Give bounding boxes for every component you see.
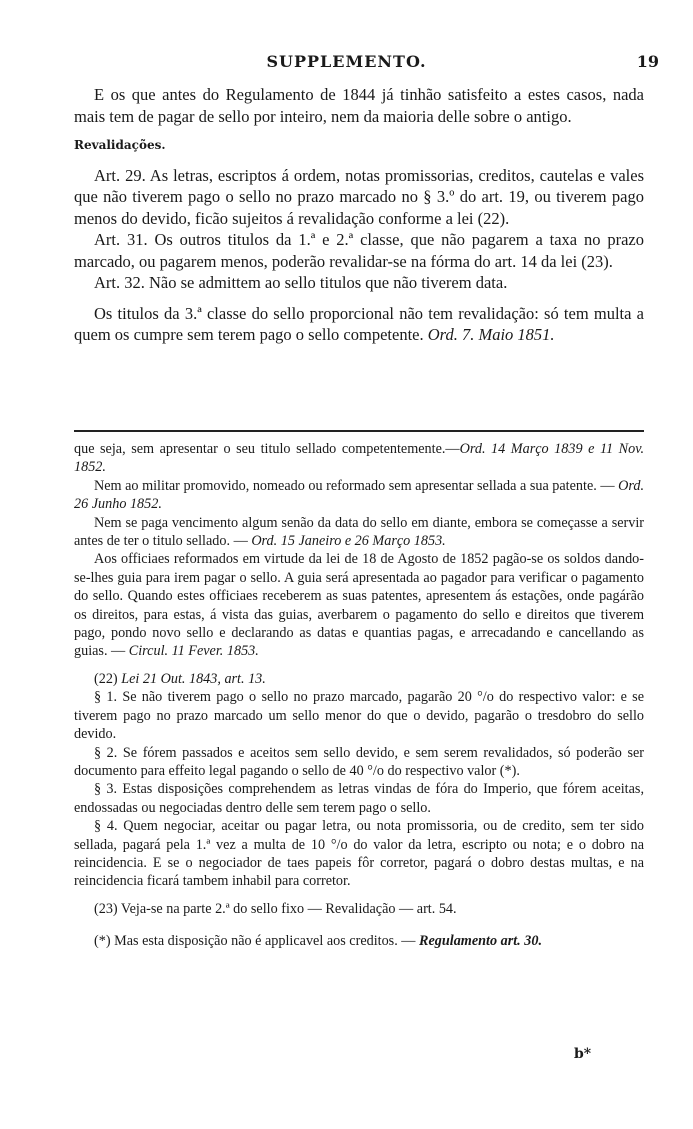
- footnotes: [74, 440, 644, 951]
- footnote-22-section-1: § 1. Se não tiverem pago o sello no prazo marcado, pagarão 20 °/o do respectivo valor: e se tiverem pago no prazo marcado um sello menor do que o devido, pagarão o tresdobro do sello devido.: [74, 689, 644, 743]
- footnote-23: (23) Veja-se na parte 2.ª do sello fixo — Revalidação — art. 54.: [94, 900, 457, 917]
- page-number: 19: [636, 52, 659, 71]
- article-29: Art. 29. As letras, escriptos á ordem, notas promissorias, creditos, cautelas e vales que não tiverem pago o sello no prazo marcado no § 3.º do art. 19, ou tiverem pago menos do devido, ficão sujeitos á revalidação conforme a lei (22).: [74, 165, 644, 228]
- footnote-22-section-2: § 2. Se fórem passados e aceitos sem sello devido, e sem serem revalidados, só poderão ser documento para effeito legal pagando o sello de 40 °/o do respectivo valor (*).: [74, 744, 644, 779]
- footnote-continuation-citation: Ord. 14 Março 1839 e 11 Nov. 1852.: [74, 441, 645, 476]
- article-31: Art. 31. Os outros titulos da 1.ª e 2.ª classe, que não pagarem a taxa no prazo marcado, ou pagarem menos, poderão revalidar-se na fórma do art. 14 da lei (23).: [74, 230, 644, 271]
- footnote-paragraph-text: Nem ao militar promovido, nomeado ou reformado sem apresentar sellada a sua patente. —: [94, 477, 619, 494]
- footnote-22-section-3: § 3. Estas disposições comprehendem as letras vindas de fóra do Imperio, que fórem aceitas, endossadas ou negociadas dentro delle sem terem pago o sello.: [74, 781, 644, 816]
- intro-paragraph: E os que antes do Regulamento de 1844 já tinhão satisfeito a estes casos, nada mais tem de pagar de sello por inteiro, nem da maioria delle sobre o antigo.: [74, 85, 644, 126]
- footnote-star-citation: Regulamento art. 30.: [419, 933, 543, 950]
- revalidation-note: [74, 303, 644, 346]
- footnote-star-text: (*) Mas esta disposição não é applicavel aos creditos. —: [94, 933, 420, 950]
- signature-mark: b*: [574, 1046, 592, 1062]
- footnote-paragraph: [74, 514, 644, 551]
- footnote-paragraph: [74, 477, 644, 514]
- footnote-paragraph-text: Nem se paga vencimento algum senão da data do sello em diante, embora se começasse a servir antes de ter o titulo sellado. —: [74, 514, 644, 550]
- main-text: [74, 84, 644, 346]
- footnote-star: [74, 932, 644, 950]
- footnote-22-citation: Lei 21 Out. 1843, art. 13.: [121, 670, 266, 687]
- running-title: SUPPLEMENTO.: [266, 52, 427, 71]
- page-header: [0, 52, 693, 76]
- revalidation-note-text: Os titulos da 3.ª classe do sello proporcional não tem revalidação: só tem multa a quem os cumpre sem terem pago o sello competente.: [74, 303, 644, 344]
- footnote-paragraph-citation: Circul. 11 Fever. 1853.: [128, 643, 259, 660]
- footnote-22-section-4: § 4. Quem negociar, aceitar ou pagar letra, ou nota promissoria, ou de credito, sem ter sido sellada, pagará pela 1.ª vez a multa de 10 °/o do valor da letra, escripto ou nota; e o dobro na reincidencia. E se o negociador de taes papeis fôr corretor, pagará o dobro destas multas, e na reincidencia ficará tambem inhabil para corretor.: [74, 818, 644, 890]
- article-32: Art. 32. Não se admittem ao sello titulos que não tiverem data.: [94, 273, 508, 292]
- footnote-continuation: [74, 440, 644, 477]
- footnote-divider: [74, 430, 644, 432]
- revalidation-note-citation: Ord. 7. Maio 1851.: [427, 325, 555, 344]
- footnote-paragraph-text: Aos officiaes reformados em virtude da lei de 18 de Agosto de 1852 pagão-se os soldos dando-se-lhes guia para irem pagar o sello. A guia será apresentada ao pagador para verificar o pagamento do sello. Quando estes officiaes receberem as suas patentes, apresentem ás estações, onde pagárão os direitos, para estas, á vista das guias, averbarem o pagamento do sello e direitos que tiverem pago, pondo novo sello e declarando as datas e quantias pagas, e arrecadando e cancellando as guias. —: [74, 551, 644, 660]
- footnote-22-heading: [74, 670, 644, 688]
- footnote-22-label: (22): [94, 670, 122, 687]
- section-heading: Revalidações.: [74, 138, 166, 152]
- footnote-paragraph: [74, 550, 644, 660]
- footnote-paragraph-citation: Ord. 15 Janeiro e 26 Março 1853.: [251, 533, 446, 550]
- footnote-paragraph-citation: Ord. 26 Junho 1852.: [74, 477, 644, 513]
- footnote-continuation-text: que seja, sem apresentar o seu titulo sellado competentemente.—: [74, 441, 460, 457]
